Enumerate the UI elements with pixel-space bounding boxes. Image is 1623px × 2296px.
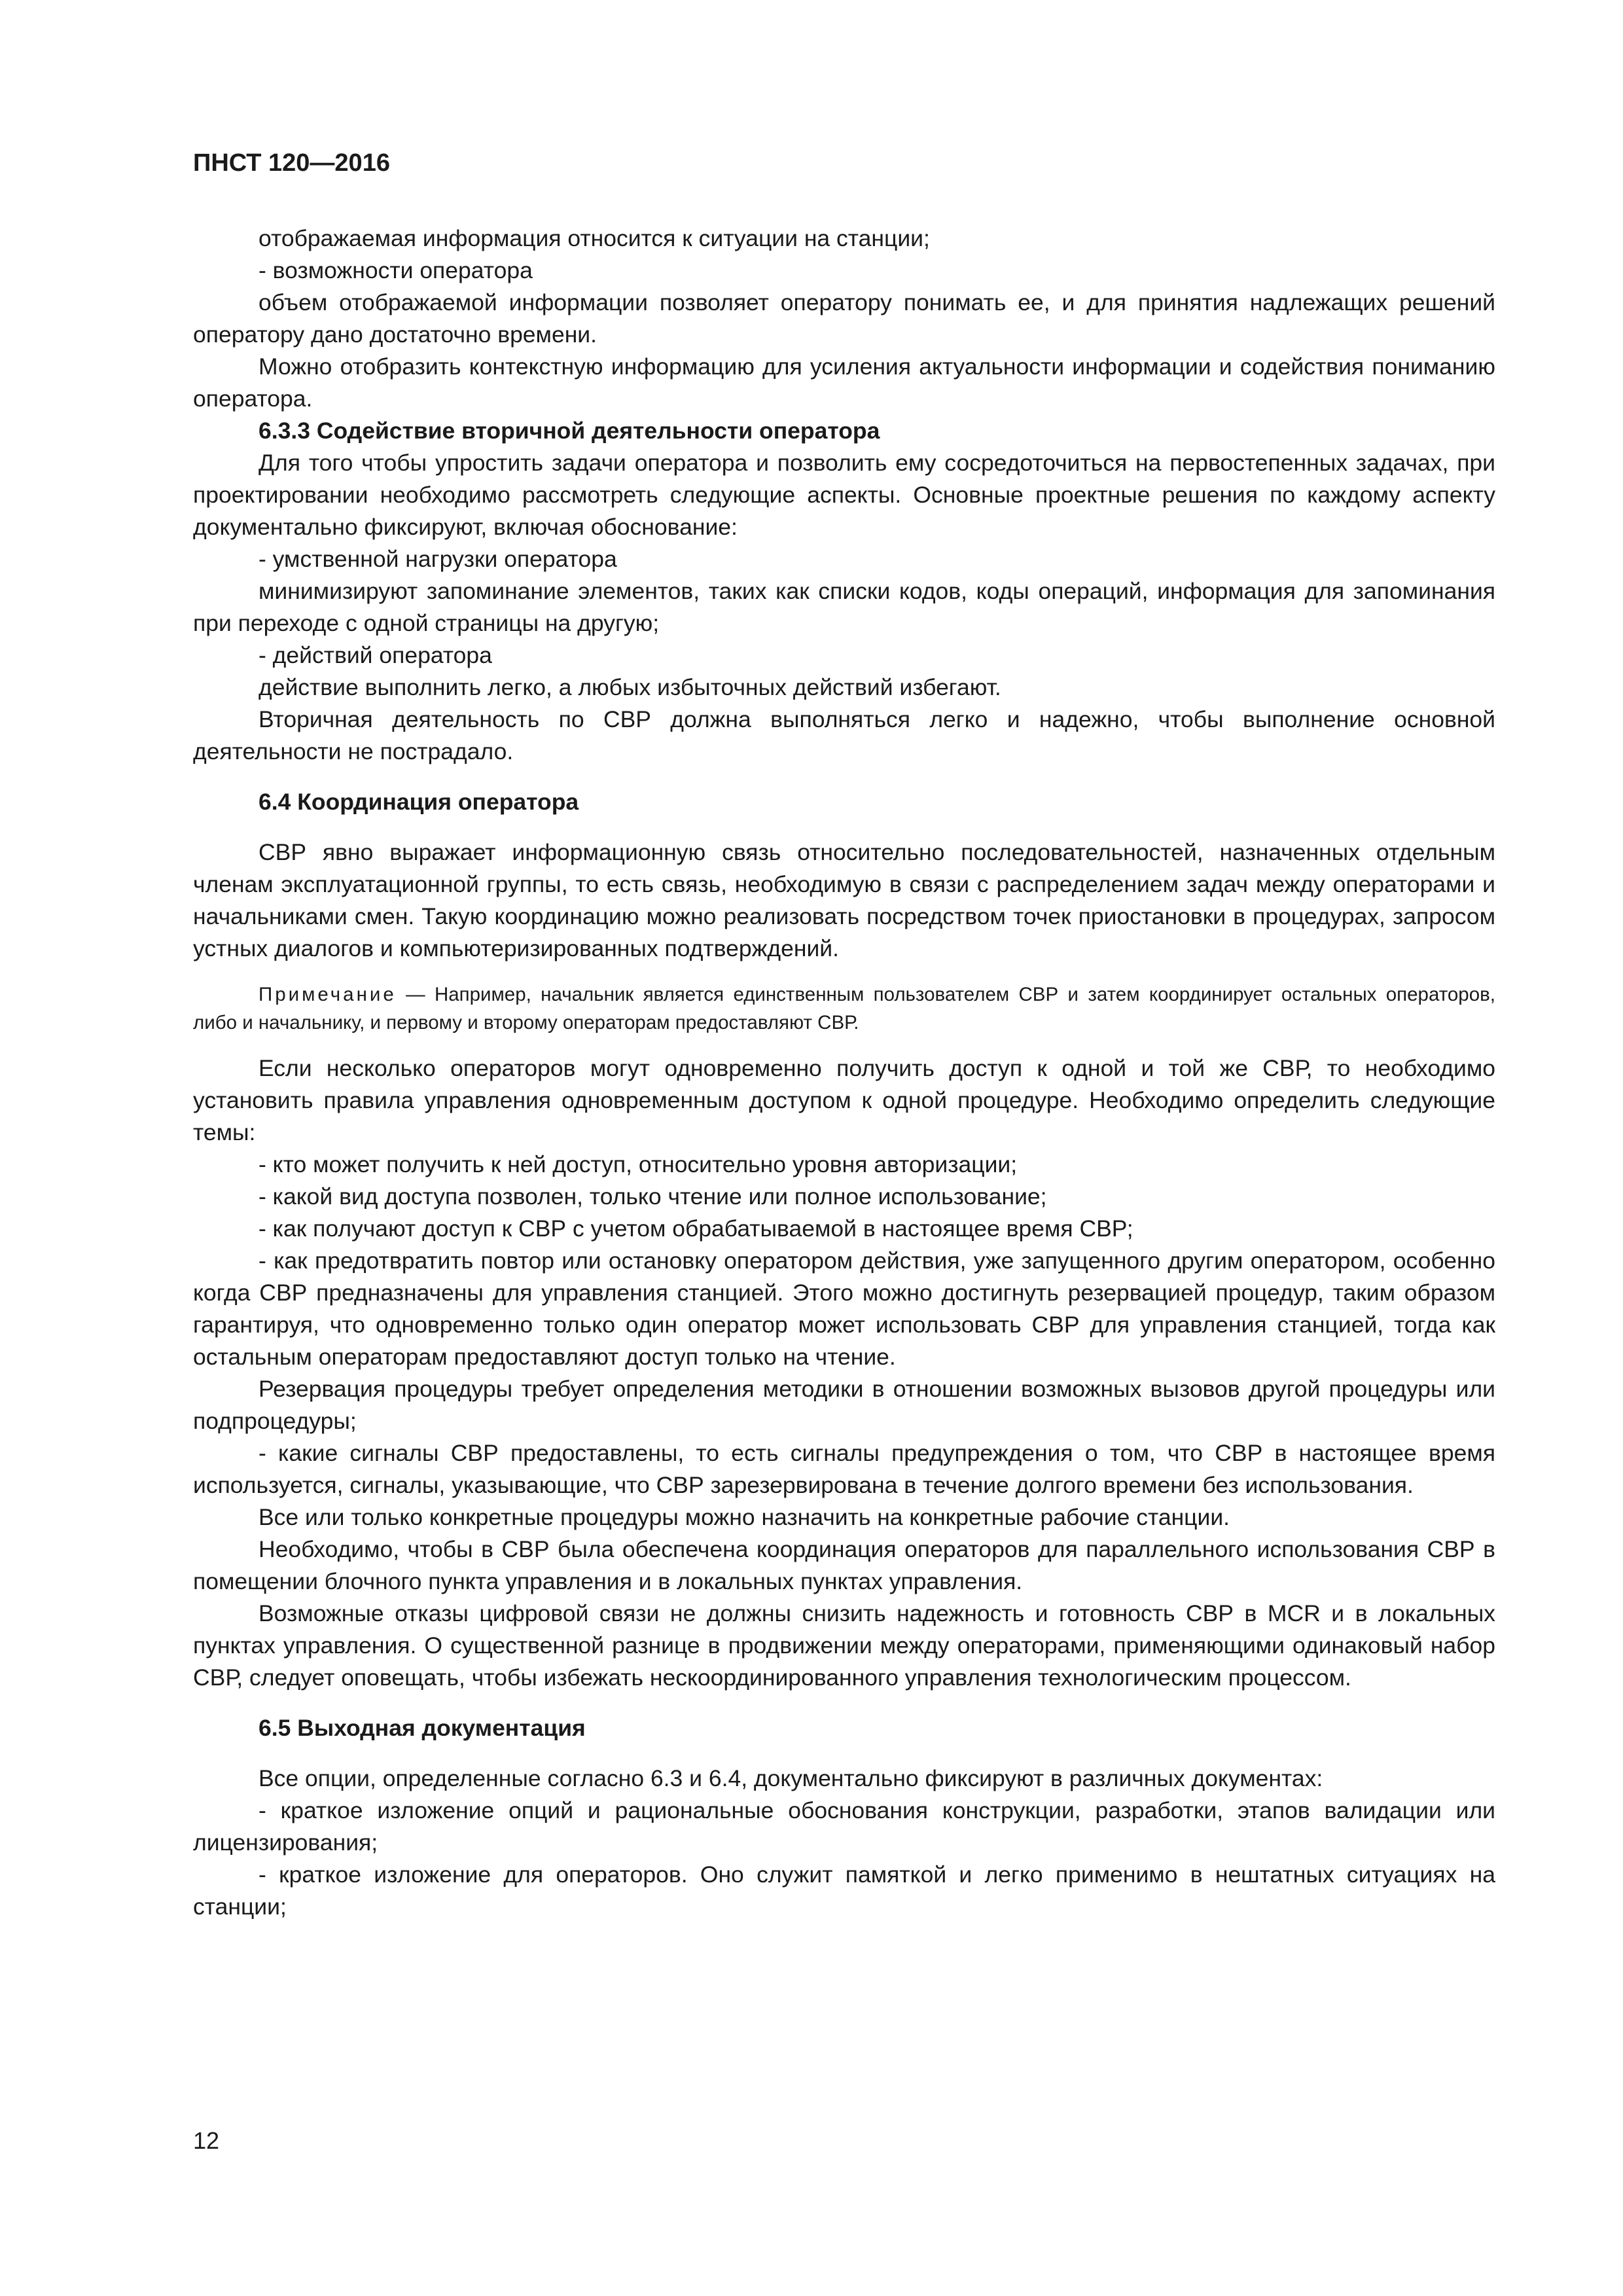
paragraph: Все или только конкретные процедуры можно назначить на конкретные рабочие станции.: [259, 1504, 1230, 1530]
note: [193, 980, 1495, 1037]
paragraph: минимизируют запоминание элементов, таких как списки кодов, коды операций, информация для запоминания при переходе с одной страницы на другую;: [193, 578, 1495, 636]
paragraph: Возможные отказы цифровой связи не должны снизить надежность и готовность СВР в MCR и в локальных пунктах управления. О существенной разнице в продвижении между операторами, применяющими одинаковый набор СВР, следует оповещать, чтобы избежать нескоординированного управления технологическим процессом.: [193, 1600, 1495, 1691]
list-item: - какой вид доступа позволен, только чтение или полное использование;: [259, 1183, 1047, 1210]
section-heading-6-4: 6.4 Координация оператора: [259, 789, 579, 815]
list-item: - какие сигналы СВР предоставлены, то есть сигналы предупреждения о том, что СВР в настоящее время используется, сигналы, указывающие, что СВР зарезервирована в течение долгого времени без использования.: [193, 1440, 1495, 1498]
paragraph: СВР явно выражает информационную связь относительно последовательностей, назначенных отдельным членам эксплуатационной группы, то есть связь, необходимую в связи с распределением задач между операторами и начальниками смен. Такую координацию можно реализовать посредством точек приостановки в процедурах, запросом устных диалогов и компьютеризированных подтверждений.: [193, 839, 1495, 961]
paragraph: Все опции, определенные согласно 6.3 и 6.4, документально фиксируют в различных документах:: [259, 1765, 1323, 1791]
list-item: - как получают доступ к СВР с учетом обрабатываемой в настоящее время СВР;: [259, 1215, 1133, 1242]
paragraph: Можно отобразить контекстную информацию для усиления актуальности информации и содействия пониманию оператора.: [193, 353, 1495, 412]
paragraph: отображаемая информация относится к ситуации на станции;: [259, 225, 930, 251]
list-item: - умственной нагрузки оператора: [259, 546, 617, 572]
list-item: - краткое изложение опций и рациональные обоснования конструкции, разработки, этапов валидации или лицензирования;: [193, 1797, 1495, 1856]
note-text: — Например, начальник является единственным пользователем СВР и затем координирует остальных операторов, либо и начальнику, и первому и второму операторам предоставляют СВР.: [193, 984, 1495, 1033]
note-label: Примечание: [259, 984, 397, 1005]
list-item: - кто может получить к ней доступ, относительно уровня авторизации;: [259, 1151, 1018, 1177]
document-header: ПНСТ 120—2016: [193, 149, 390, 177]
paragraph: Для того чтобы упростить задачи оператора и позволить ему сосредоточиться на первостепенных задачах, при проектировании необходимо рассмотреть следующие аспекты. Основные проектные решения по каждому аспекту документально фиксируют, включая обоснование:: [193, 450, 1495, 540]
section-heading-6-3-3: 6.3.3 Содействие вторичной деятельности оператора: [259, 418, 880, 444]
section-heading-6-5: 6.5 Выходная документация: [259, 1715, 586, 1741]
paragraph: объем отображаемой информации позволяет оператору понимать ее, и для принятия надлежащих решений оператору дано достаточно времени.: [193, 289, 1495, 348]
paragraph: Резервация процедуры требует определения методики в отношении возможных вызовов другой процедуры или подпроцедуры;: [193, 1376, 1495, 1434]
list-item: - краткое изложение для операторов. Оно служит памяткой и легко применимо в нештатных ситуациях на станции;: [193, 1861, 1495, 1920]
list-item: - возможности оператора: [259, 257, 533, 283]
paragraph: действие выполнить легко, а любых избыточных действий избегают.: [259, 674, 1001, 700]
list-item: - действий оператора: [259, 642, 492, 668]
page-body: [193, 223, 1495, 1923]
paragraph: Необходимо, чтобы в СВР была обеспечена координация операторов для параллельного использования СВР в помещении блочного пункта управления и в локальных пунктах управления.: [193, 1536, 1495, 1594]
paragraph: Вторичная деятельность по СВР должна выполняться легко и надежно, чтобы выполнение основной деятельности не пострадало.: [193, 706, 1495, 764]
list-item: - как предотвратить повтор или остановку оператором действия, уже запущенного другим оператором, особенно когда СВР предназначены для управления станцией. Этого можно достигнуть резервацией процедур, таким образом гарантируя, что одновременно только один оператор может использовать СВР для управления станцией, тогда как остальным операторам предоставляют доступ только на чтение.: [193, 1247, 1495, 1370]
page-number: 12: [193, 2127, 220, 2154]
paragraph: Если несколько операторов могут одновременно получить доступ к одной и той же СВР, то необходимо установить правила управления одновременным доступом к одной процедуре. Необходимо определить следующие темы:: [193, 1055, 1495, 1145]
